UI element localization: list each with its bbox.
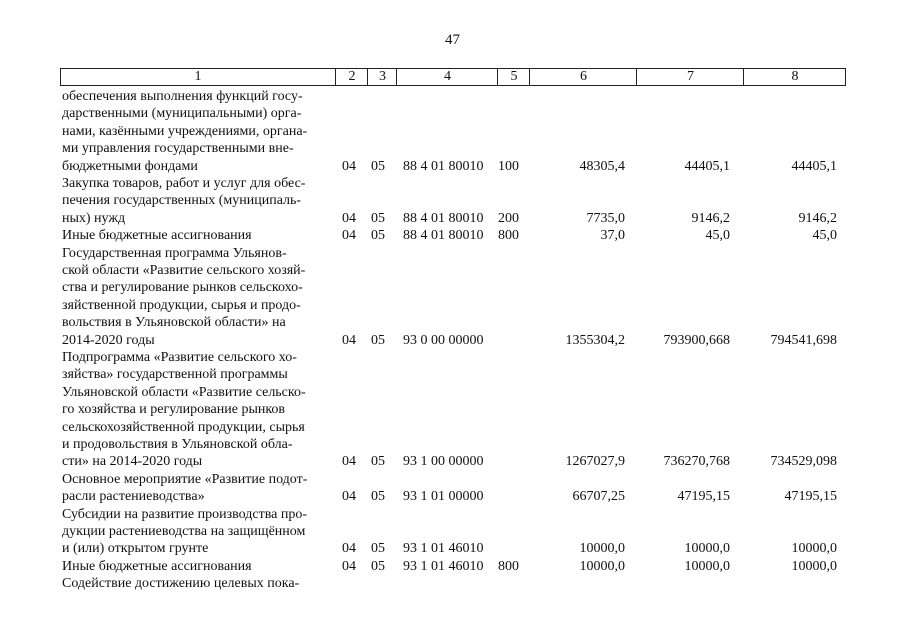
cell-col-8: 44405,1 <box>791 158 837 174</box>
cell-col-8: 10000,0 <box>791 558 837 574</box>
row-description: Иные бюджетные ассигнования <box>62 228 252 244</box>
cell-col-8: 45,0 <box>812 228 837 244</box>
row-description: Содействие достижению целевых пока- <box>62 576 300 592</box>
row-description: Субсидии на развитие производства про- дукции растениеводства на защищённом и (или) открытом грунте <box>62 506 307 557</box>
row-description: Подпрограмма «Развитие сельского хо- зяйства» государственной программы Ульяновской области «Развитие сельско- го хозяйства и регулирование рынков сельскохозяйственной продукции, сырья и продовольствия в Ульяновской обла- сти» на 2014-2020 годы <box>62 350 306 470</box>
cell-col-2: 04 <box>342 332 356 348</box>
cell-col-2: 04 <box>342 228 356 244</box>
cell-col-6: 10000,0 <box>579 558 625 574</box>
cell-col-3: 05 <box>371 332 385 348</box>
cell-col-4: 93 1 01 46010 <box>403 558 484 574</box>
cell-col-6: 1267027,9 <box>565 454 625 470</box>
row-description: обеспечения выполнения функций госу- дарственными (муниципальными) орга- нами, казёнными учреждениями, органа- ми управления государственными вне- бюджетными фондами <box>62 89 308 174</box>
cell-col-5: 800 <box>498 558 519 574</box>
cell-col-6: 37,0 <box>600 228 625 244</box>
cell-col-3: 05 <box>371 210 385 226</box>
cell-col-6: 66707,25 <box>572 489 625 505</box>
cell-col-2: 04 <box>342 210 356 226</box>
cell-col-6: 10000,0 <box>579 541 625 557</box>
cell-col-8: 9146,2 <box>798 210 837 226</box>
cell-col-4: 93 0 00 00000 <box>403 332 484 348</box>
header-col-2: 2 <box>335 69 368 85</box>
cell-col-5: 100 <box>498 158 519 174</box>
cell-col-4: 93 1 01 46010 <box>403 541 484 557</box>
cell-col-7: 793900,668 <box>663 332 730 348</box>
cell-col-7: 9146,2 <box>691 210 730 226</box>
header-col-3: 3 <box>367 69 397 85</box>
cell-col-7: 44405,1 <box>684 158 730 174</box>
cell-col-3: 05 <box>371 454 385 470</box>
cell-col-4: 88 4 01 80010 <box>403 158 484 174</box>
header-col-6: 6 <box>529 69 637 85</box>
header-col-7: 7 <box>636 69 744 85</box>
cell-col-2: 04 <box>342 558 356 574</box>
cell-col-6: 7735,0 <box>586 210 625 226</box>
header-col-1: 1 <box>194 69 202 84</box>
cell-col-7: 45,0 <box>705 228 730 244</box>
row-description: Основное мероприятие «Развитие подот- расли растениеводства» <box>62 471 308 505</box>
cell-col-3: 05 <box>371 228 385 244</box>
cell-col-8: 794541,698 <box>770 332 837 348</box>
header-col-5: 5 <box>497 69 530 85</box>
cell-col-8: 47195,15 <box>784 489 837 505</box>
cell-col-8: 734529,098 <box>770 454 837 470</box>
cell-col-2: 04 <box>342 489 356 505</box>
cell-col-7: 10000,0 <box>684 558 730 574</box>
cell-col-2: 04 <box>342 541 356 557</box>
row-description: Государственная программа Ульянов- ской области «Развитие сельского хозяй- ства и регулирование рынков сельскохо- зяйственной продукции, сырья и продо- вольствия в Ульяновской области» на 2014-2020 годы <box>62 245 306 348</box>
cell-col-2: 04 <box>342 454 356 470</box>
cell-col-4: 88 4 01 80010 <box>403 228 484 244</box>
cell-col-7: 47195,15 <box>677 489 730 505</box>
table-header <box>60 68 846 86</box>
header-col-8: 8 <box>743 69 846 85</box>
cell-col-3: 05 <box>371 489 385 505</box>
row-description: Иные бюджетные ассигнования <box>62 558 252 574</box>
cell-col-6: 48305,4 <box>579 158 625 174</box>
cell-col-7: 10000,0 <box>684 541 730 557</box>
cell-col-6: 1355304,2 <box>565 332 625 348</box>
page-number: 47 <box>445 32 460 48</box>
cell-col-8: 10000,0 <box>791 541 837 557</box>
cell-col-3: 05 <box>371 558 385 574</box>
cell-col-4: 93 1 01 00000 <box>403 489 484 505</box>
cell-col-3: 05 <box>371 158 385 174</box>
cell-col-3: 05 <box>371 541 385 557</box>
cell-col-4: 88 4 01 80010 <box>403 210 484 226</box>
cell-col-5: 200 <box>498 210 519 226</box>
cell-col-4: 93 1 00 00000 <box>403 454 484 470</box>
cell-col-5: 800 <box>498 228 519 244</box>
header-col-4: 4 <box>396 69 498 85</box>
cell-col-7: 736270,768 <box>663 454 730 470</box>
row-description: Закупка товаров, работ и услуг для обес- печения государственных (муниципаль- ных) нужд <box>62 176 306 226</box>
cell-col-2: 04 <box>342 158 356 174</box>
